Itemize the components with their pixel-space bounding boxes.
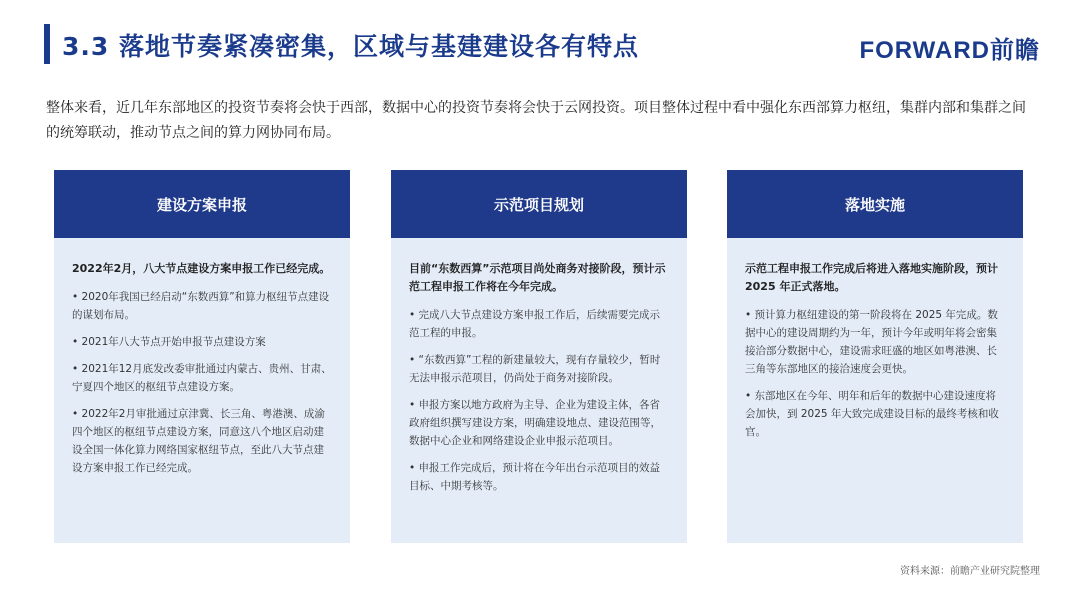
card-item: • 2020年我国已经启动“东数西算”和算力枢纽节点建设的谋划布局。 <box>72 291 330 321</box>
card-item: • 2022年2月审批通过京津冀、长三角、粤港澳、成渝四个地区的枢纽节点建设方案，同意这八个地区启动建设全国一体化算力网络国家枢纽节点，至此八大节点建设方案申报工作已经完成。 <box>72 408 325 474</box>
source-note: 资料来源：前瞻产业研究院整理 <box>900 566 1040 577</box>
card-lead-text: 2022年2月，八大节点建设方案申报工作已经完成。 <box>72 262 331 275</box>
card-item: • 东部地区在今年、明年和后年的数据中心建设速度将会加快，到 2025 年大致完成建设目标的最终考核和收官。 <box>745 390 999 438</box>
card-item: • 预计算力枢纽建设的第一阶段将在 2025 年完成。数据中心的建设周期约为一年，预计今年或明年将会密集接洽部分数据中心，建设需求旺盛的地区如粤港澳、长三角等东部地区的接洽速度会更快。 <box>745 309 998 375</box>
card-body <box>745 260 1005 450</box>
card-proposal-declaration <box>54 170 350 543</box>
card-lead-text: 目前“东数西算”示范项目尚处商务对接阶段，预计示范工程申报工作将在今年完成。 <box>409 262 666 293</box>
card-item: • 2021年12月底发改委审批通过内蒙古、贵州、甘肃、宁夏四个地区的枢纽节点建设方案。 <box>72 363 332 393</box>
card-item: • 完成八大节点建设方案申报工作后，后续需要完成示范工程的申报。 <box>409 309 661 339</box>
title-accent-bar <box>44 24 50 64</box>
card-body <box>409 260 669 504</box>
card-header: 示范项目规划 <box>391 170 687 238</box>
card-implementation <box>727 170 1023 543</box>
card-item: • 申报方案以地方政府为主导、企业为建设主体，各省政府组织撰写建设方案，明确建设地点、建设范围等，数据中心企业和网络建设企业申报示范项目。 <box>409 399 661 447</box>
card-demo-project-planning <box>391 170 687 543</box>
card-body <box>72 260 332 486</box>
card-lead-text: 示范工程申报工作完成后将进入落地实施阶段，预计 2025 年正式落地。 <box>745 262 998 293</box>
page-title: 3.3 落地节奏紧凑密集，区域与基建建设各有特点 <box>62 32 639 61</box>
card-header: 落地实施 <box>727 170 1023 238</box>
card-item: • “东数西算”工程的新建量较大，现有存量较少，暂时无法申报示范项目，仍尚处于商务对接阶段。 <box>409 354 661 384</box>
card-header: 建设方案申报 <box>54 170 350 238</box>
card-item: • 2021年八大节点开始申报节点建设方案 <box>72 336 266 348</box>
brand-logo: FORWARD前瞻 <box>859 37 1040 64</box>
intro-paragraph: 整体来看，近几年东部地区的投资节奏将会快于西部，数据中心的投资节奏将会快于云网投资。项目整体过程中看中强化东西部算力枢纽，集群内部和集群之间的统筹联动，推动节点之间的算力网协同布局。 <box>46 100 1026 141</box>
card-item: • 申报工作完成后，预计将在今年出台示范项目的效益目标、中期考核等。 <box>409 462 661 492</box>
